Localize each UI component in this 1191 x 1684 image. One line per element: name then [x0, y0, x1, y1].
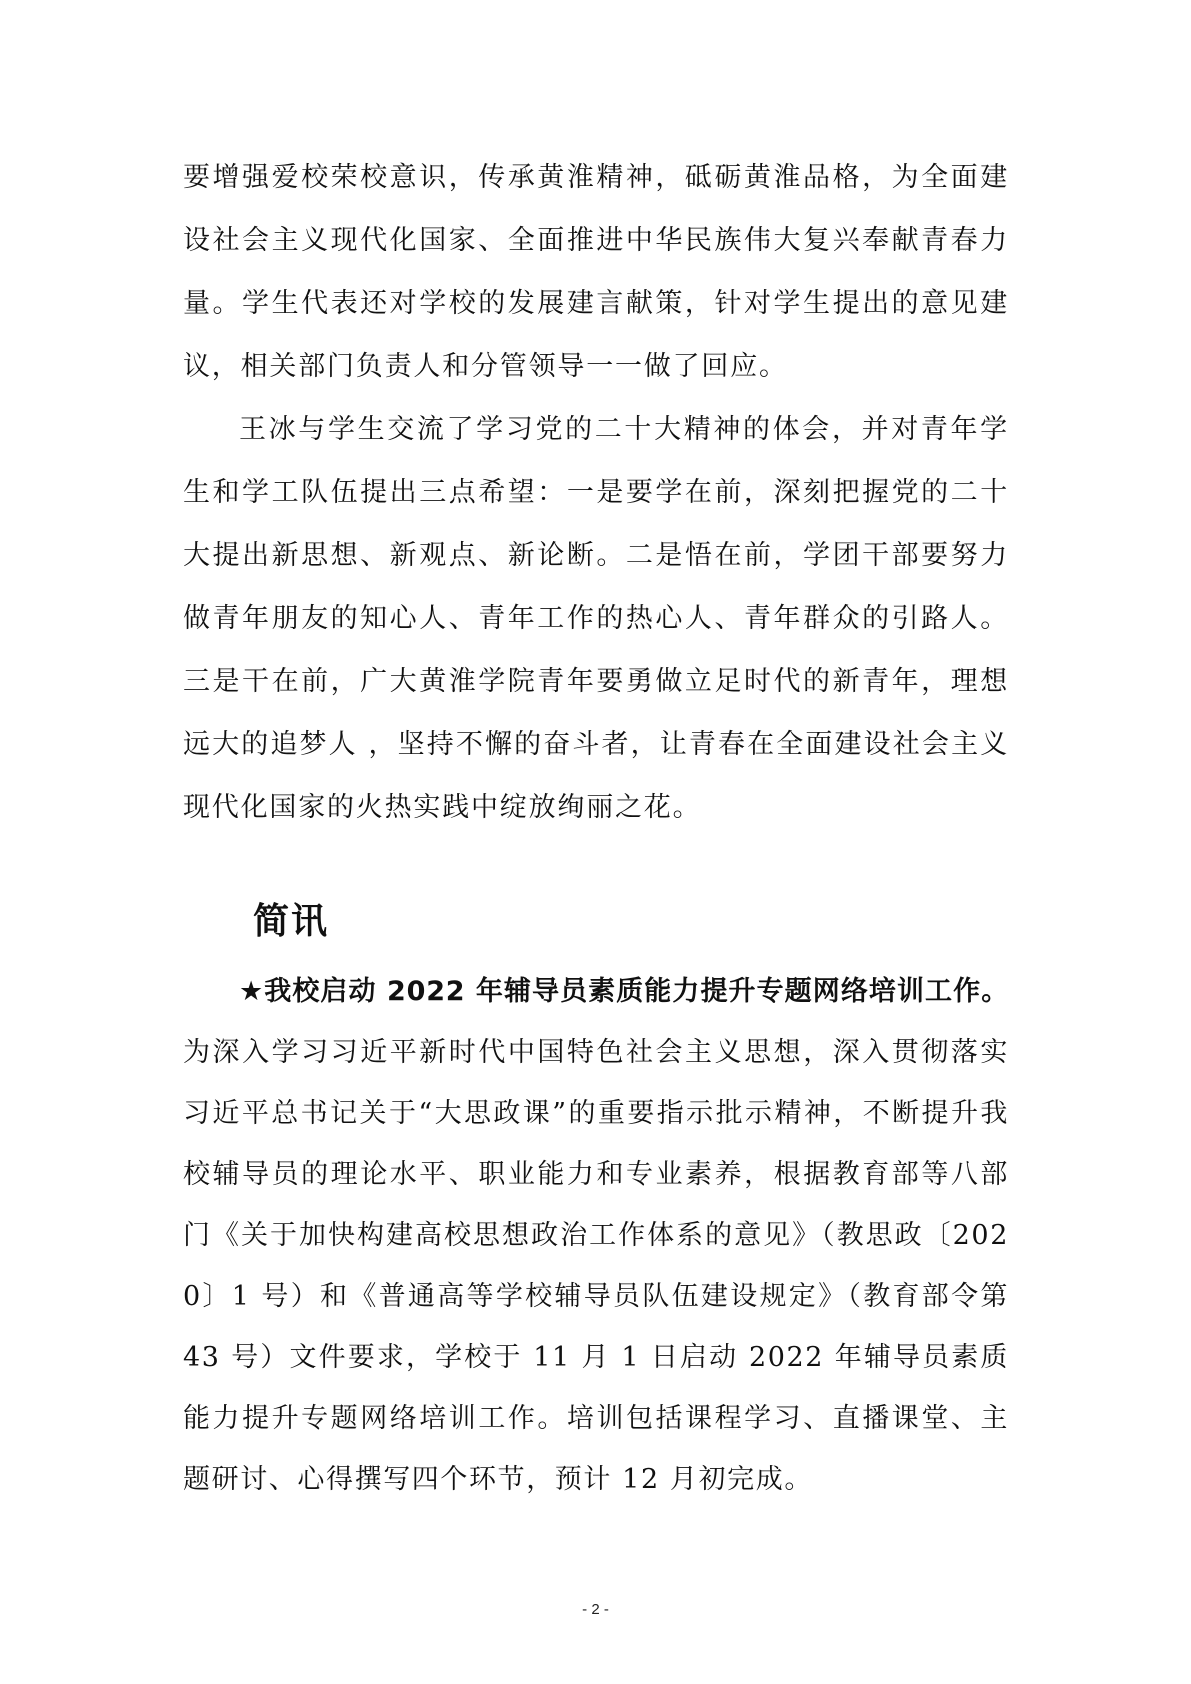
section-title-brief-news: 简讯 [253, 900, 330, 942]
paragraph-wang-bing-remarks: 王冰与学生交流了学习党的二十大精神的体会，并对青年学生和学工队伍提出三点希望：一是要学在前，深刻把握党的二十大提出新思想、新观点、新论断。二是悟在前，学团干部要努力做青年朋友的知心人、青年工作的热心人、青年群众的引路人。三是干在前，广大黄淮学院青年要勇做立足时代的新青年，理想远大的追梦人 ，坚持不懈的奋斗者，让青春在全面建设社会主义现代化国家的火热实践中绽放绚丽之花。 [183, 414, 1009, 823]
page-content [183, 146, 1009, 1510]
paragraph-continuation: 要增强爱校荣校意识，传承黄淮精神，砥砺黄淮品格，为全面建设社会主义现代化国家、全面推进中华民族伟大复兴奉献青春力量。学生代表还对学校的发展建言献策，针对学生提出的意见建议，相关部门负责人和分管领导一一做了回应。 [183, 162, 1009, 382]
section-spacer [183, 839, 1009, 891]
brief-news-headline: ★我校启动 2022 年辅导员素质能力提升专题网络培训工作。 [239, 976, 1009, 1007]
page-number: - 2 - [582, 1601, 609, 1618]
brief-news-item [183, 961, 1009, 1510]
brief-news-body: 为深入学习习近平新时代中国特色社会主义思想，深入贯彻落实习近平总书记关于“大思政课”的重要指示批示精神，不断提升我校辅导员的理论水平、职业能力和专业素养，根据教育部等八部门《关于加快构建高校思想政治工作体系的意见》（教思政〔2020〕1 号）和《普通高等学校辅导员队伍建设规定》（教育部令第 43 号）文件要求，学校于 11 月 1 日启动 2022 年辅导员素质能力提升专题网络培训工作。培训包括课程学习、直播课堂、主题研讨、心得撰写四个环节，预计 12 月初完成。 [183, 1037, 1009, 1495]
